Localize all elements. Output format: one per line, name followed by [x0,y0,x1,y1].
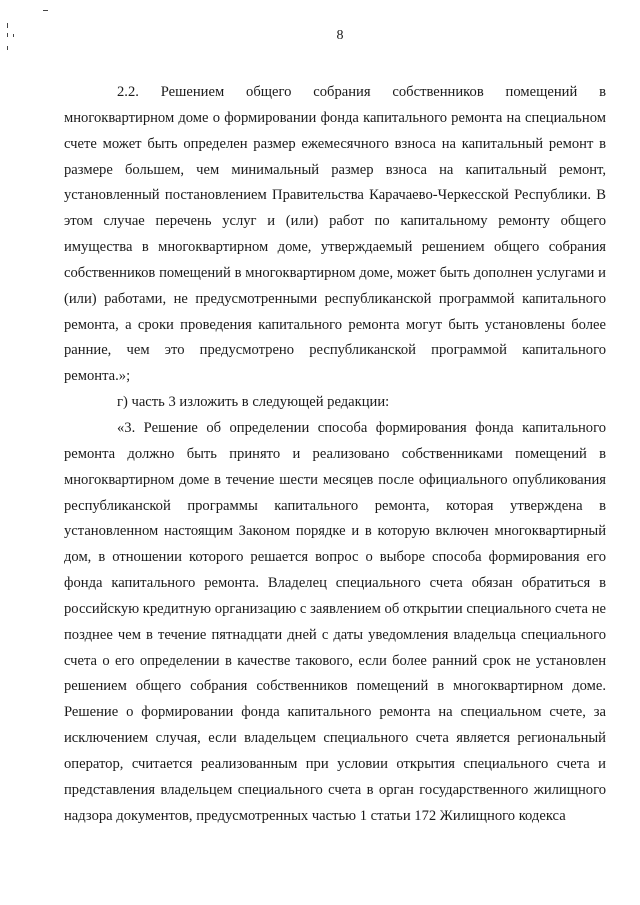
paragraph-part-3: «3. Решение об определении способа формирования фонда капитального ремонта должно быть принято и реализовано собственниками помещений в многоквартирном доме в течение шести месяцев после официального опубликования республиканской программы капитального ремонта, которая утверждена в установленном настоящим Законом порядке и в которую включен многоквартирный дом, в отношении которого решается вопрос о выборе способа формирования его фонда капитального ремонта. Владелец специального счета обязан обратиться в российскую кредитную организацию с заявлением об открытии специального счета не позднее чем в течение пятнадцати дней с даты уведомления владельца специального счета о его определении в качестве такового, если более ранний срок не установлен решением общего собрания собственников помещений в многоквартирном доме. Решение о формировании фонда капитального ремонта на специальном счете, за исключением случая, если владельцем специального счета является региональный оператор, считается реализованным при условии открытия специального счета и представления владельцем специального счета в орган государственного жилищного надзора документов, предусмотренных частью 1 статьи 172 Жилищного кодекса [64,419,606,824]
paragraph-2-2: 2.2. Решением общего собрания собственников помещений в многоквартирном доме о формировании фонда капитального ремонта на специальном счете может быть определен размер ежемесячного взноса на капитальный ремонт в размере большем, чем минимальный размер взноса на капитальный ремонт, установленный постановлением Правительства Карачаево-Черкесской Республики. В этом случае перечень услуг и (или) работ по капитальному ремонту общего имущества в многоквартирном доме, утверждаемый решением общего собрания собственников помещений в многоквартирном доме, может быть дополнен услугами и (или) работами, не предусмотренными республиканской программой капитального ремонта, а сроки проведения капитального ремонта могут быть установлены более ранние, чем это предусмотрено республиканской программой капитального ремонта.»; [64,84,606,385]
scan-artifact [7,46,8,50]
page-number: 8 [336,28,344,43]
document-body [64,80,606,829]
scan-artifact [43,10,48,11]
paragraph-subitem-g: г) часть 3 изложить в следующей редакции: [117,394,390,411]
